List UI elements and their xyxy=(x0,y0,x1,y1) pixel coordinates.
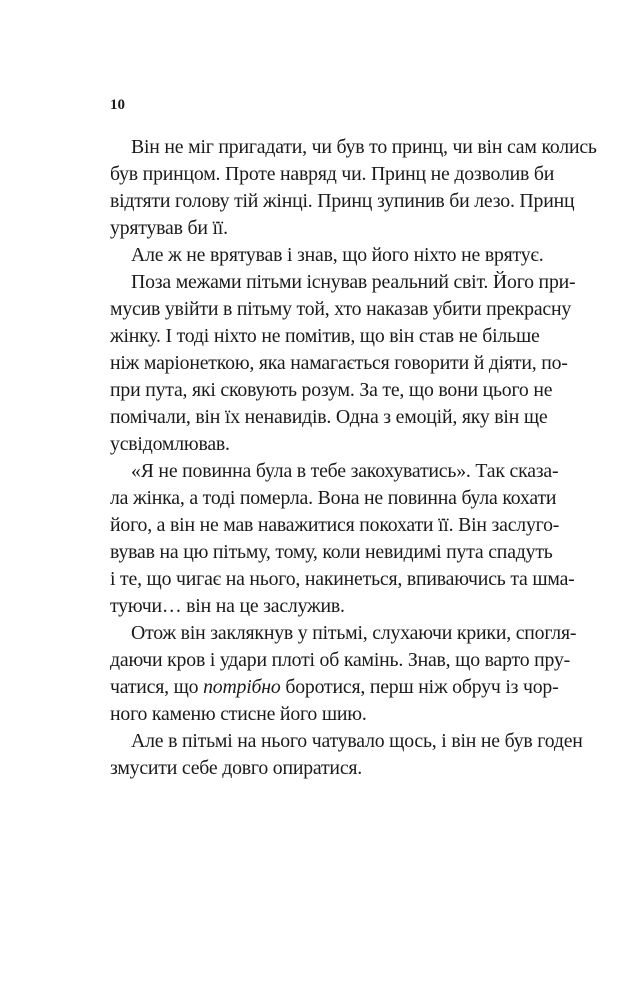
text-line: його, а він не мав наважитися покохати її. Він заслуго- xyxy=(110,514,560,536)
text-line: урятував би її. xyxy=(110,217,228,239)
text-line: відтяти голову тій жінці. Принц зупинив би лезо. Принц xyxy=(110,190,575,212)
text-line: «Я не повинна була в тебе закохуватись». Так сказа- xyxy=(131,460,559,482)
text-line: усвідомлював. xyxy=(110,433,230,455)
text-line: і те, що чигає на нього, накинеться, впиваючись та шма- xyxy=(110,568,575,590)
text-line: Поза межами пітьми існував реальний світ. Його при- xyxy=(131,271,576,293)
text-line: при пута, які сковують розум. За те, що вони цього не xyxy=(110,379,553,401)
page-number: 10 xyxy=(110,97,125,113)
text-line: ла жінка, а тоді померла. Вона не повинна була кохати xyxy=(110,487,557,509)
text-line: Отож він заклякнув у пітьмі, слухаючи крики, спогля- xyxy=(131,622,577,644)
emphasized-word: потрібно xyxy=(203,676,281,698)
text-line: ного каменю стисне його шию. xyxy=(110,703,367,725)
text-line: мусив увійти в пітьму той, хто наказав убити прекрасну xyxy=(110,298,572,320)
text-line: туючи… він на це заслужив. xyxy=(110,595,345,617)
text-line: Він не міг пригадати, чи був то принц, чи він сам колись xyxy=(131,136,597,158)
text-line: помічали, він їх ненавидів. Одна з емоцій, яку він ще xyxy=(110,406,548,428)
text-segment: чатися, що xyxy=(110,676,204,698)
text-line: був принцом. Проте навряд чи. Принц не дозволив би xyxy=(110,163,555,185)
text-line: Але ж не врятував і знав, що його ніхто не врятує. xyxy=(131,244,544,266)
text-line: вував на цю пітьму, тому, коли невидимі пута спадуть xyxy=(110,541,553,563)
text-segment: боротися, перш ніж обруч із чор- xyxy=(280,676,559,698)
text-line: жінку. І тоді ніхто не помітив, що він став не більше xyxy=(110,325,540,347)
text-line: ніж маріонеткою, яка намагається говорити й діяти, по- xyxy=(110,352,568,374)
text-line: змусити себе довго опиратися. xyxy=(110,757,363,779)
text-line: даючи кров і удари плоті об камінь. Знав, що варто пру- xyxy=(110,649,571,671)
body-text xyxy=(110,134,597,782)
text-line: Але в пітьмі на нього чатувало щось, і він не був годен xyxy=(131,730,583,752)
text-line xyxy=(110,674,559,701)
